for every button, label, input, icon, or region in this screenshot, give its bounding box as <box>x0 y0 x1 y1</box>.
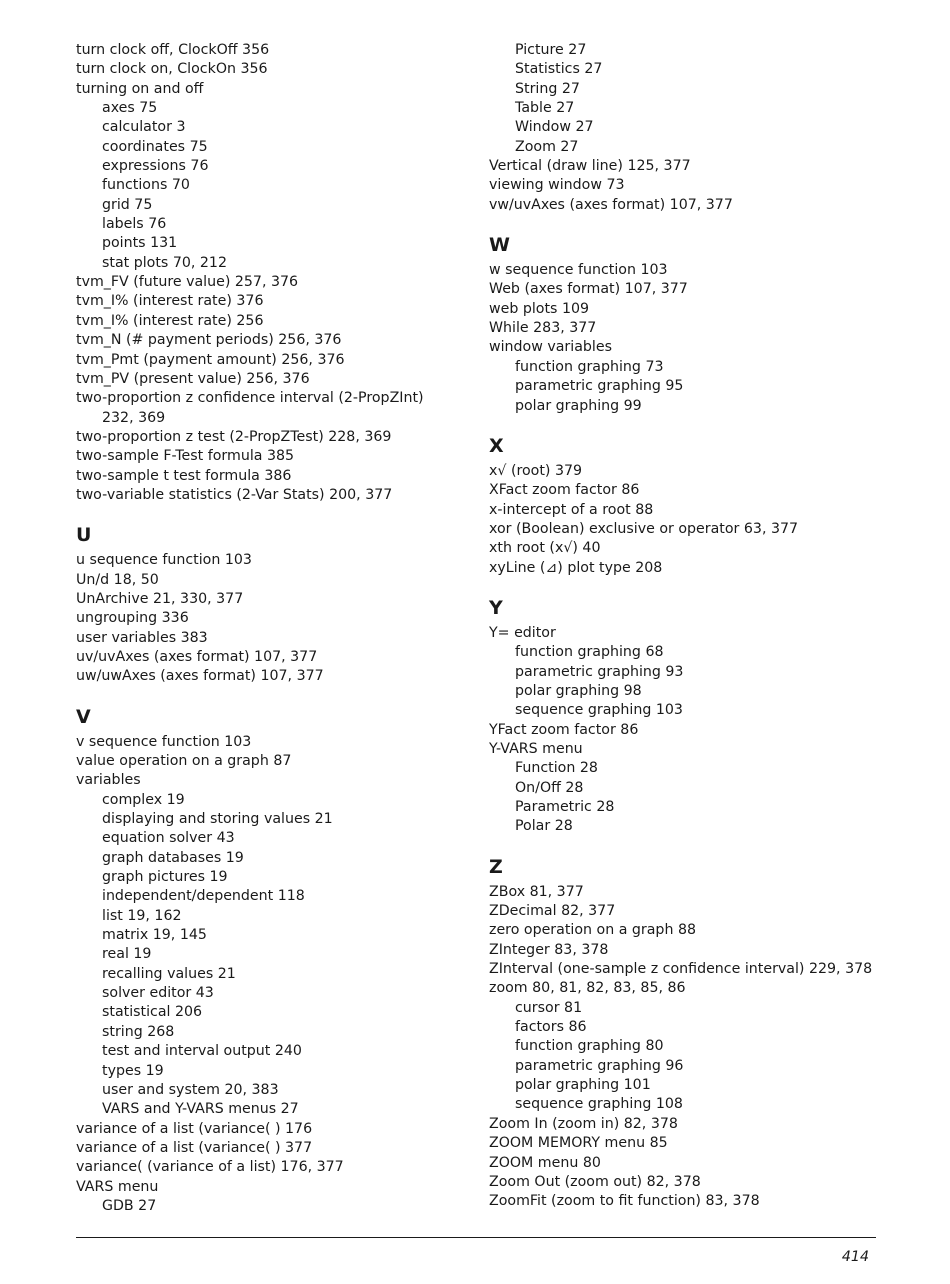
index-subentry: factors 86 <box>515 1019 587 1036</box>
section-letter: W <box>489 234 510 257</box>
index-subentry: list 19, 162 <box>102 907 182 924</box>
index-subentry: Polar 28 <box>515 818 573 835</box>
index-entry: VARS menu <box>76 1178 159 1195</box>
index-entry: ZInteger 83, 378 <box>489 941 609 958</box>
page-number: 414 <box>841 1249 869 1265</box>
index-subentry: Picture 27 <box>515 42 587 58</box>
index-entry: ungrouping 336 <box>76 610 189 627</box>
index-entry: xor (Boolean) exclusive or operator 63, 377 <box>489 520 799 537</box>
index-subentry: polar graphing 101 <box>515 1077 651 1094</box>
index-subentry: solver editor 43 <box>102 985 214 1002</box>
section-letter: U <box>76 524 92 547</box>
index-subentry: sequence graphing 103 <box>515 702 683 719</box>
index-subentry: user and system 20, 383 <box>102 1081 279 1098</box>
section-letter: V <box>76 705 91 728</box>
index-subentry: grid 75 <box>102 196 153 213</box>
index-entry: Y-VARS menu <box>489 740 583 757</box>
index-entry: x-intercept of a root 88 <box>489 501 654 518</box>
index-subentry: VARS and Y-VARS menus 27 <box>102 1101 299 1118</box>
index-subentry: types 19 <box>102 1062 164 1079</box>
index-subentry: graph databases 19 <box>102 849 244 866</box>
index-subentry: Parametric 28 <box>515 799 615 815</box>
index-entry: Vertical (draw line) 125, 377 <box>489 158 691 175</box>
index-entry: Web (axes format) 107, 377 <box>489 281 688 298</box>
index-subentry: displaying and storing values 21 <box>102 811 333 828</box>
index-entry: ZOOM MEMORY menu 85 <box>489 1135 668 1152</box>
section-letter: Y <box>489 596 503 619</box>
index-entry: turning on and off <box>76 80 204 97</box>
index-entry: zoom 80, 81, 82, 83, 85, 86 <box>489 980 686 997</box>
index-subentry: sequence graphing 108 <box>515 1096 683 1113</box>
index-subentry: recalling values 21 <box>102 965 236 982</box>
index-entry: u sequence function 103 <box>76 552 252 569</box>
section-letter: X <box>489 434 504 457</box>
index-entry: tvm_I% (interest rate) 256 <box>76 312 264 329</box>
index-subentry: string 268 <box>102 1023 175 1040</box>
index-entry: 232, 369 <box>102 409 166 426</box>
index-entry: two-sample F-Test formula 385 <box>76 448 295 465</box>
index-entry: two-proportion z confidence interval (2-PropZInt) <box>76 390 424 407</box>
index-entry: xth root (x√) 40 <box>489 540 601 557</box>
index-entry: ZOOM menu 80 <box>489 1154 601 1171</box>
index-entry: tvm_FV (future value) 257, 376 <box>76 274 299 291</box>
index-subentry: Function 28 <box>515 760 598 777</box>
index-subentry: polar graphing 99 <box>515 397 642 414</box>
index-column-left <box>76 41 476 1216</box>
index-entry: two-variable statistics (2-Var Stats) 200, 377 <box>76 486 393 503</box>
index-subentry: stat plots 70, 212 <box>102 254 227 271</box>
index-subentry: Table 27 <box>515 100 575 117</box>
index-subentry: parametric graphing 93 <box>515 663 684 680</box>
index-entry: w sequence function 103 <box>489 262 668 279</box>
index-entry: ZoomFit (zoom to fit function) 83, 378 <box>489 1193 760 1210</box>
index-entry: Zoom In (zoom in) 82, 378 <box>489 1115 678 1132</box>
index-subentry: Window 27 <box>515 119 594 136</box>
index-entry: v sequence function 103 <box>76 733 252 750</box>
index-entry: viewing window 73 <box>489 177 625 194</box>
index-subentry: test and interval output 240 <box>102 1043 302 1060</box>
index-entry: vw/uvAxes (axes format) 107, 377 <box>489 196 733 213</box>
index-entry: user variables 383 <box>76 629 208 646</box>
index-subentry: GDB 27 <box>102 1197 157 1214</box>
index-subentry: coordinates 75 <box>102 138 208 155</box>
index-subentry: polar graphing 98 <box>515 682 642 699</box>
index-entry: two-sample t test formula 386 <box>76 467 292 484</box>
index-entry: turn clock off, ClockOff 356 <box>76 42 270 58</box>
index-entry: tvm_N (# payment periods) 256, 376 <box>76 332 342 349</box>
index-subentry: matrix 19, 145 <box>102 927 207 944</box>
index-subentry: real 19 <box>102 946 152 963</box>
index-subentry: statistical 206 <box>102 1004 203 1021</box>
index-subentry: independent/dependent 118 <box>102 888 305 905</box>
index-column-right <box>489 41 929 1212</box>
index-entry: turn clock on, ClockOn 356 <box>76 61 268 78</box>
index-entry: uv/uvAxes (axes format) 107, 377 <box>76 648 318 665</box>
index-subentry: graph pictures 19 <box>102 869 228 886</box>
index-entry: ZDecimal 82, 377 <box>489 903 616 920</box>
index-entry: window variables <box>489 339 612 356</box>
index-entry: UnArchive 21, 330, 377 <box>76 590 244 607</box>
index-subentry: equation solver 43 <box>102 830 235 847</box>
index-entry: variables <box>76 772 141 789</box>
index-subentry: Statistics 27 <box>515 61 603 78</box>
index-entry: xyLine (⊿) plot type 208 <box>489 559 663 576</box>
index-subentry: points 131 <box>102 235 178 252</box>
index-entry: XFact zoom factor 86 <box>489 482 640 499</box>
index-entry: tvm_Pmt (payment amount) 256, 376 <box>76 351 345 368</box>
index-entry: tvm_PV (present value) 256, 376 <box>76 370 310 387</box>
footer-rule <box>76 1237 876 1238</box>
index-entry: web plots 109 <box>489 300 590 317</box>
index-subentry: parametric graphing 95 <box>515 378 684 395</box>
index-entry: variance of a list (variance( ) 176 <box>76 1120 313 1137</box>
index-entry: x√ (root) 379 <box>489 462 583 479</box>
index-entry: value operation on a graph 87 <box>76 753 292 769</box>
index-entry: Un/d 18, 50 <box>76 571 159 588</box>
index-subentry: Zoom 27 <box>515 138 579 155</box>
index-entry: YFact zoom factor 86 <box>489 721 639 738</box>
index-subentry: function graphing 68 <box>515 644 664 661</box>
index-subentry: axes 75 <box>102 100 158 117</box>
index-subentry: On/Off 28 <box>515 779 584 796</box>
section-letter: Z <box>489 855 503 878</box>
index-subentry: labels 76 <box>102 216 167 233</box>
index-entry: tvm_I% (interest rate) 376 <box>76 293 264 310</box>
index-entry: zero operation on a graph 88 <box>489 922 696 939</box>
index-entry: ZInterval (one-sample z confidence interval) 229, 378 <box>489 961 873 978</box>
index-entry: two-proportion z test (2-PropZTest) 228, 369 <box>76 428 392 445</box>
index-entry: ZBox 81, 377 <box>489 883 584 900</box>
index-entry: While 283, 377 <box>489 320 597 337</box>
index-entry: Zoom Out (zoom out) 82, 378 <box>489 1173 701 1190</box>
index-entry: variance of a list (variance( ) 377 <box>76 1139 313 1156</box>
index-subentry: calculator 3 <box>102 119 186 136</box>
index-entry: uw/uwAxes (axes format) 107, 377 <box>76 668 324 685</box>
index-entry: variance( (variance of a list) 176, 377 <box>76 1159 344 1176</box>
index-subentry: expressions 76 <box>102 158 209 175</box>
index-entry: Y= editor <box>489 624 556 641</box>
index-subentry: functions 70 <box>102 177 190 194</box>
index-subentry: complex 19 <box>102 791 185 808</box>
index-subentry: function graphing 80 <box>515 1038 664 1055</box>
index-subentry: function graphing 73 <box>515 358 664 375</box>
index-subentry: parametric graphing 96 <box>515 1057 684 1074</box>
index-subentry: String 27 <box>515 80 580 97</box>
index-subentry: cursor 81 <box>515 999 583 1016</box>
